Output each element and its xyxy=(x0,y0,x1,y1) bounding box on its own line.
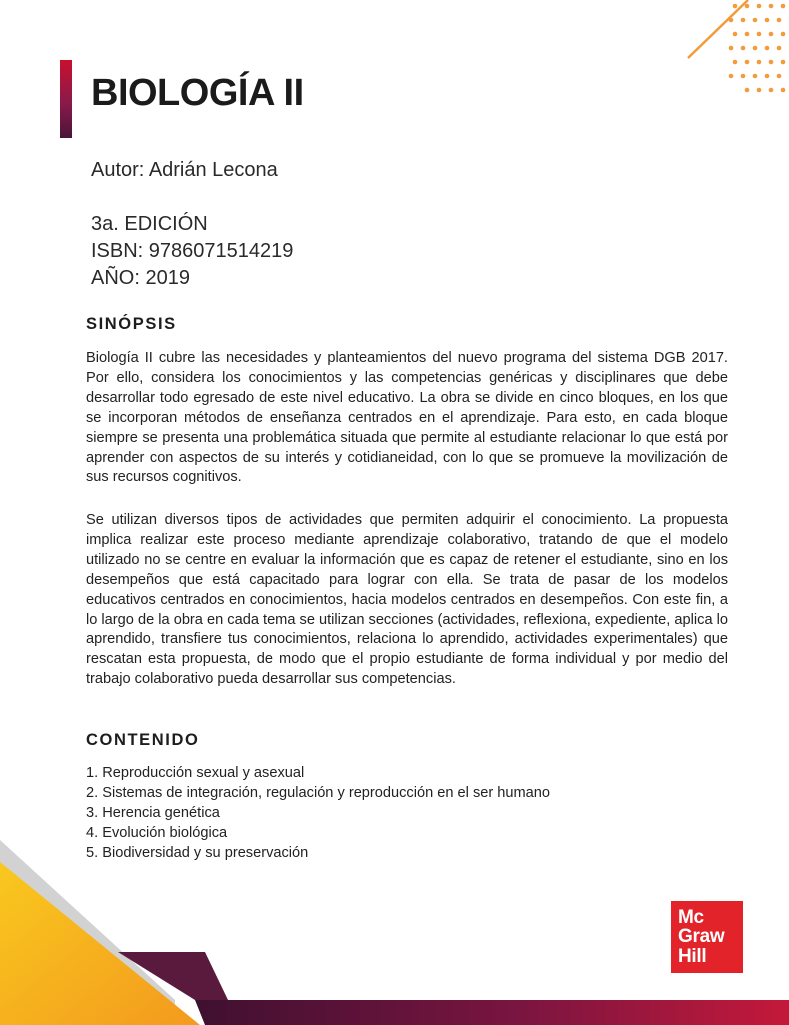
decorative-dot xyxy=(745,60,750,65)
decorative-dot xyxy=(733,60,738,65)
decorative-dot xyxy=(733,4,738,9)
decorative-dot xyxy=(753,18,758,23)
decorative-dot xyxy=(729,74,734,79)
decorative-dot xyxy=(757,4,762,9)
decorative-dot xyxy=(757,60,762,65)
diagonal-accent-line xyxy=(688,0,748,58)
decorative-dot xyxy=(741,74,746,79)
mcgraw-hill-logo xyxy=(671,901,743,973)
contents-item: 3. Herencia genética xyxy=(86,805,220,821)
decorative-dot xyxy=(781,88,786,93)
decorative-dot xyxy=(769,4,774,9)
decorative-dot xyxy=(745,88,750,93)
contents-heading: CONTENIDO xyxy=(86,731,200,749)
bottom-gradient-strip xyxy=(195,1000,789,1025)
decorative-dot xyxy=(741,18,746,23)
decorative-dot xyxy=(753,74,758,79)
synopsis-paragraph-1: Biología II cubre las necesidades y planteamientos del nuevo programa del sistema DGB 2017. Por ello, considera los conocimientos y las competencias genéricas y disciplinares que debe desarrollar todo egresado de este nivel educativo. La obra se divide en cinco bloques, en los que se incorporan métodos de enseñanza centrados en el aprendizaje. Para esto, en cada bloque siempre se presenta una problemática situada que permite al estudiante relacionar lo que está por aprender con aspectos de su interés y cotidianeidad, con lo que se promueve la movilización de sus recursos cognitivos. xyxy=(86,350,728,486)
year-line: AÑO: 2019 xyxy=(91,267,190,289)
title-accent-bar xyxy=(60,60,72,138)
edition-line: 3a. EDICIÓN xyxy=(91,213,208,235)
decorative-dot xyxy=(733,32,738,37)
contents-item: 4. Evolución biológica xyxy=(86,825,228,841)
decorative-dot xyxy=(769,88,774,93)
synopsis-paragraph-2: Se utilizan diversos tipos de actividades que permiten adquirir el conocimiento. La propuesta implica realizar este proceso mediante aprendizaje colaborativo, tratando de que el modelo utilizado no se centre en evaluar la información que es capaz de retener el estudiante, sino en los desempeños que está capacitado para lograr con ella. Se trata de pasar de los modelos educativos centrados en conocimientos, hacia modelos centrados en desempeños. Con este fin, a lo largo de la obra en cada tema se utilizan secciones (actividades, reflexiona, expediente, aplica lo aprendido, transfiere tus conocimientos, relaciona lo aprendido, actividades experimentales) que rescatan esta propuesta, de modo que el propio estudiante de forma individual y por medio del trabajo colaborativo pueda desarrollar sus competencias. xyxy=(86,512,728,688)
decorative-dot xyxy=(781,60,786,65)
contents-item: 5. Biodiversidad y su preservación xyxy=(86,845,309,861)
decorative-dot xyxy=(741,46,746,51)
decorative-dot xyxy=(729,18,734,23)
decorative-dot xyxy=(769,32,774,37)
synopsis-heading: SINÓPSIS xyxy=(86,315,177,333)
decorative-dot xyxy=(777,18,782,23)
logo-line-3: Hill xyxy=(678,945,707,967)
author-line: Autor: Adrián Lecona xyxy=(91,159,278,181)
decorative-dot xyxy=(769,60,774,65)
logo-line-1: Mc xyxy=(678,906,704,928)
decorative-dot xyxy=(757,32,762,37)
decorative-dot xyxy=(781,32,786,37)
contents-item: 2. Sistemas de integración, regulación y reproducción en el ser humano xyxy=(86,785,551,801)
decorative-dot xyxy=(745,32,750,37)
decorative-dot xyxy=(781,4,786,9)
isbn-line: ISBN: 9786071514219 xyxy=(91,240,294,262)
decorative-dot xyxy=(765,18,770,23)
decorative-dot xyxy=(753,46,758,51)
decorative-dot xyxy=(745,4,750,9)
decorative-dot xyxy=(729,46,734,51)
decorative-dot xyxy=(777,46,782,51)
contents-item: 1. Reproducción sexual y asexual xyxy=(86,765,305,781)
decorative-dot xyxy=(757,88,762,93)
decorative-dot xyxy=(765,74,770,79)
decorative-dot xyxy=(777,74,782,79)
logo-line-2: Graw xyxy=(678,926,725,948)
decorative-dot xyxy=(765,46,770,51)
book-title: BIOLOGÍA II xyxy=(91,72,304,114)
